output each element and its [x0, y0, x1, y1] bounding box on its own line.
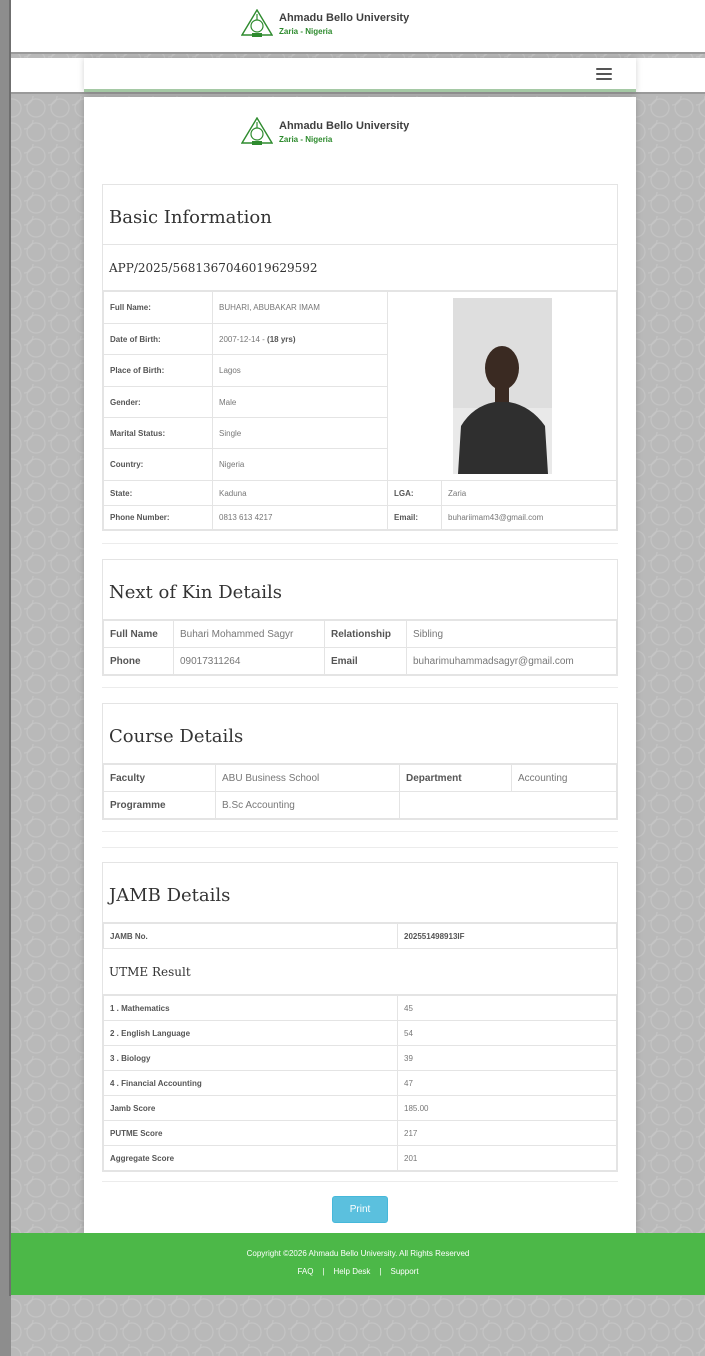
field-value: buhariimam43@gmail.com [442, 506, 617, 530]
site-footer [11, 1233, 705, 1295]
basic-info-table [103, 291, 617, 530]
field-label: Phone Number: [104, 506, 213, 530]
score-value: 39 [398, 1046, 617, 1071]
course-details-panel [102, 703, 618, 820]
table-row [104, 1046, 617, 1071]
admission-slip-card [84, 97, 636, 1233]
field-value: Buhari Mohammed Sagyr [174, 621, 325, 648]
jamb-number-table [103, 923, 617, 949]
field-value: Accounting [512, 765, 617, 792]
footer-link-faq[interactable]: FAQ [297, 1267, 314, 1276]
jamb-details-panel [102, 862, 618, 1172]
university-name: Ahmadu Bello University [279, 12, 410, 24]
field-value: B.Sc Accounting [216, 792, 400, 819]
field-value: BUHARI, ABUBAKAR IMAM [213, 292, 388, 324]
field-label: Place of Birth: [104, 355, 213, 387]
university-crest-icon [241, 117, 273, 149]
field-label: Relationship [325, 621, 407, 648]
university-name: Ahmadu Bello University [279, 120, 410, 132]
field-label: Full Name [104, 621, 174, 648]
footer-link-support[interactable]: Support [390, 1267, 419, 1276]
divider [102, 687, 618, 688]
university-location: Zaria - Nigeria [279, 135, 333, 144]
subject-label: 1 . Mathematics [104, 996, 398, 1021]
course-details-table [103, 764, 617, 819]
nav-container [84, 58, 636, 92]
field-label: Gender: [104, 387, 213, 418]
next-of-kin-panel [102, 559, 618, 676]
field-value: Male [213, 387, 388, 418]
table-row [104, 792, 617, 819]
field-value: Zaria [442, 481, 617, 506]
score-value: 217 [398, 1121, 617, 1146]
field-label: JAMB No. [104, 924, 398, 949]
card-logo [241, 117, 409, 149]
university-location: Zaria - Nigeria [279, 27, 333, 36]
score-value: 47 [398, 1071, 617, 1096]
section-title: JAMB Details [103, 863, 617, 923]
field-label: Country: [104, 449, 213, 481]
field-value [213, 324, 388, 355]
table-row [104, 1021, 617, 1046]
print-button[interactable]: Print [332, 1196, 388, 1223]
university-crest-icon [241, 9, 273, 41]
score-value: 45 [398, 996, 617, 1021]
table-row [104, 1096, 617, 1121]
section-title: Basic Information [103, 185, 617, 245]
header-logo[interactable] [241, 9, 409, 41]
table-row [104, 1071, 617, 1096]
copyright-text: Copyright ©2026 Ahmadu Bello University. All Rights Reserved [246, 1249, 470, 1258]
dob-value: 2007-12-14 - [219, 334, 268, 344]
field-label: Full Name: [104, 292, 213, 324]
age-value: (18 yrs) [267, 334, 296, 344]
table-row [104, 292, 617, 324]
divider [102, 543, 618, 544]
page-frame-edge [9, 0, 11, 1296]
field-value: Single [213, 418, 388, 449]
table-row [104, 765, 617, 792]
divider [102, 1181, 618, 1182]
subject-label: 4 . Financial Accounting [104, 1071, 398, 1096]
field-label: Department [400, 765, 512, 792]
subject-label: 2 . English Language [104, 1021, 398, 1046]
table-row [104, 924, 617, 949]
photo-cell [388, 292, 617, 481]
field-label: Email: [388, 506, 442, 530]
table-row [104, 648, 617, 675]
section-title: Course Details [103, 704, 617, 764]
nav-bar [11, 58, 705, 94]
field-value: Kaduna [213, 481, 388, 506]
field-label: Phone [104, 648, 174, 675]
field-value: Lagos [213, 355, 388, 387]
field-value: ABU Business School [216, 765, 400, 792]
score-value: 201 [398, 1146, 617, 1171]
subject-label: Jamb Score [104, 1096, 398, 1121]
table-row [104, 481, 617, 506]
jamb-number-value: 202551498913IF [398, 924, 617, 949]
field-value: Sibling [407, 621, 617, 648]
field-label: Marital Status: [104, 418, 213, 449]
footer-separator: | [379, 1267, 382, 1276]
utme-result-title: UTME Result [103, 949, 617, 995]
footer-separator: | [322, 1267, 325, 1276]
site-header [11, 0, 705, 54]
score-value: 185.00 [398, 1096, 617, 1121]
score-value: 54 [398, 1021, 617, 1046]
subject-label: PUTME Score [104, 1121, 398, 1146]
table-row [104, 996, 617, 1021]
applicant-photo [453, 298, 552, 474]
footer-links [11, 1267, 705, 1276]
field-value: Nigeria [213, 449, 388, 481]
field-value: 09017311264 [174, 648, 325, 675]
field-label: Email [325, 648, 407, 675]
table-row [104, 621, 617, 648]
field-label: Date of Birth: [104, 324, 213, 355]
utme-result-table [103, 995, 617, 1171]
subject-label: Aggregate Score [104, 1146, 398, 1171]
empty-cell [400, 792, 617, 819]
divider [102, 831, 618, 832]
field-label: LGA: [388, 481, 442, 506]
field-label: Faculty [104, 765, 216, 792]
hamburger-menu-icon[interactable] [596, 68, 612, 81]
field-label: Programme [104, 792, 216, 819]
table-row [104, 1121, 617, 1146]
application-number: APP/2025/5681367046019629592 [103, 245, 617, 291]
field-label: State: [104, 481, 213, 506]
field-value: 0813 613 4217 [213, 506, 388, 530]
basic-information-panel [102, 184, 618, 531]
divider [102, 847, 618, 848]
table-row [104, 1146, 617, 1171]
next-of-kin-table [103, 620, 617, 675]
table-row [104, 506, 617, 530]
field-value: buharimuhammadsagyr@gmail.com [407, 648, 617, 675]
subject-label: 3 . Biology [104, 1046, 398, 1071]
section-title: Next of Kin Details [103, 560, 617, 620]
footer-link-help-desk[interactable]: Help Desk [333, 1267, 371, 1276]
